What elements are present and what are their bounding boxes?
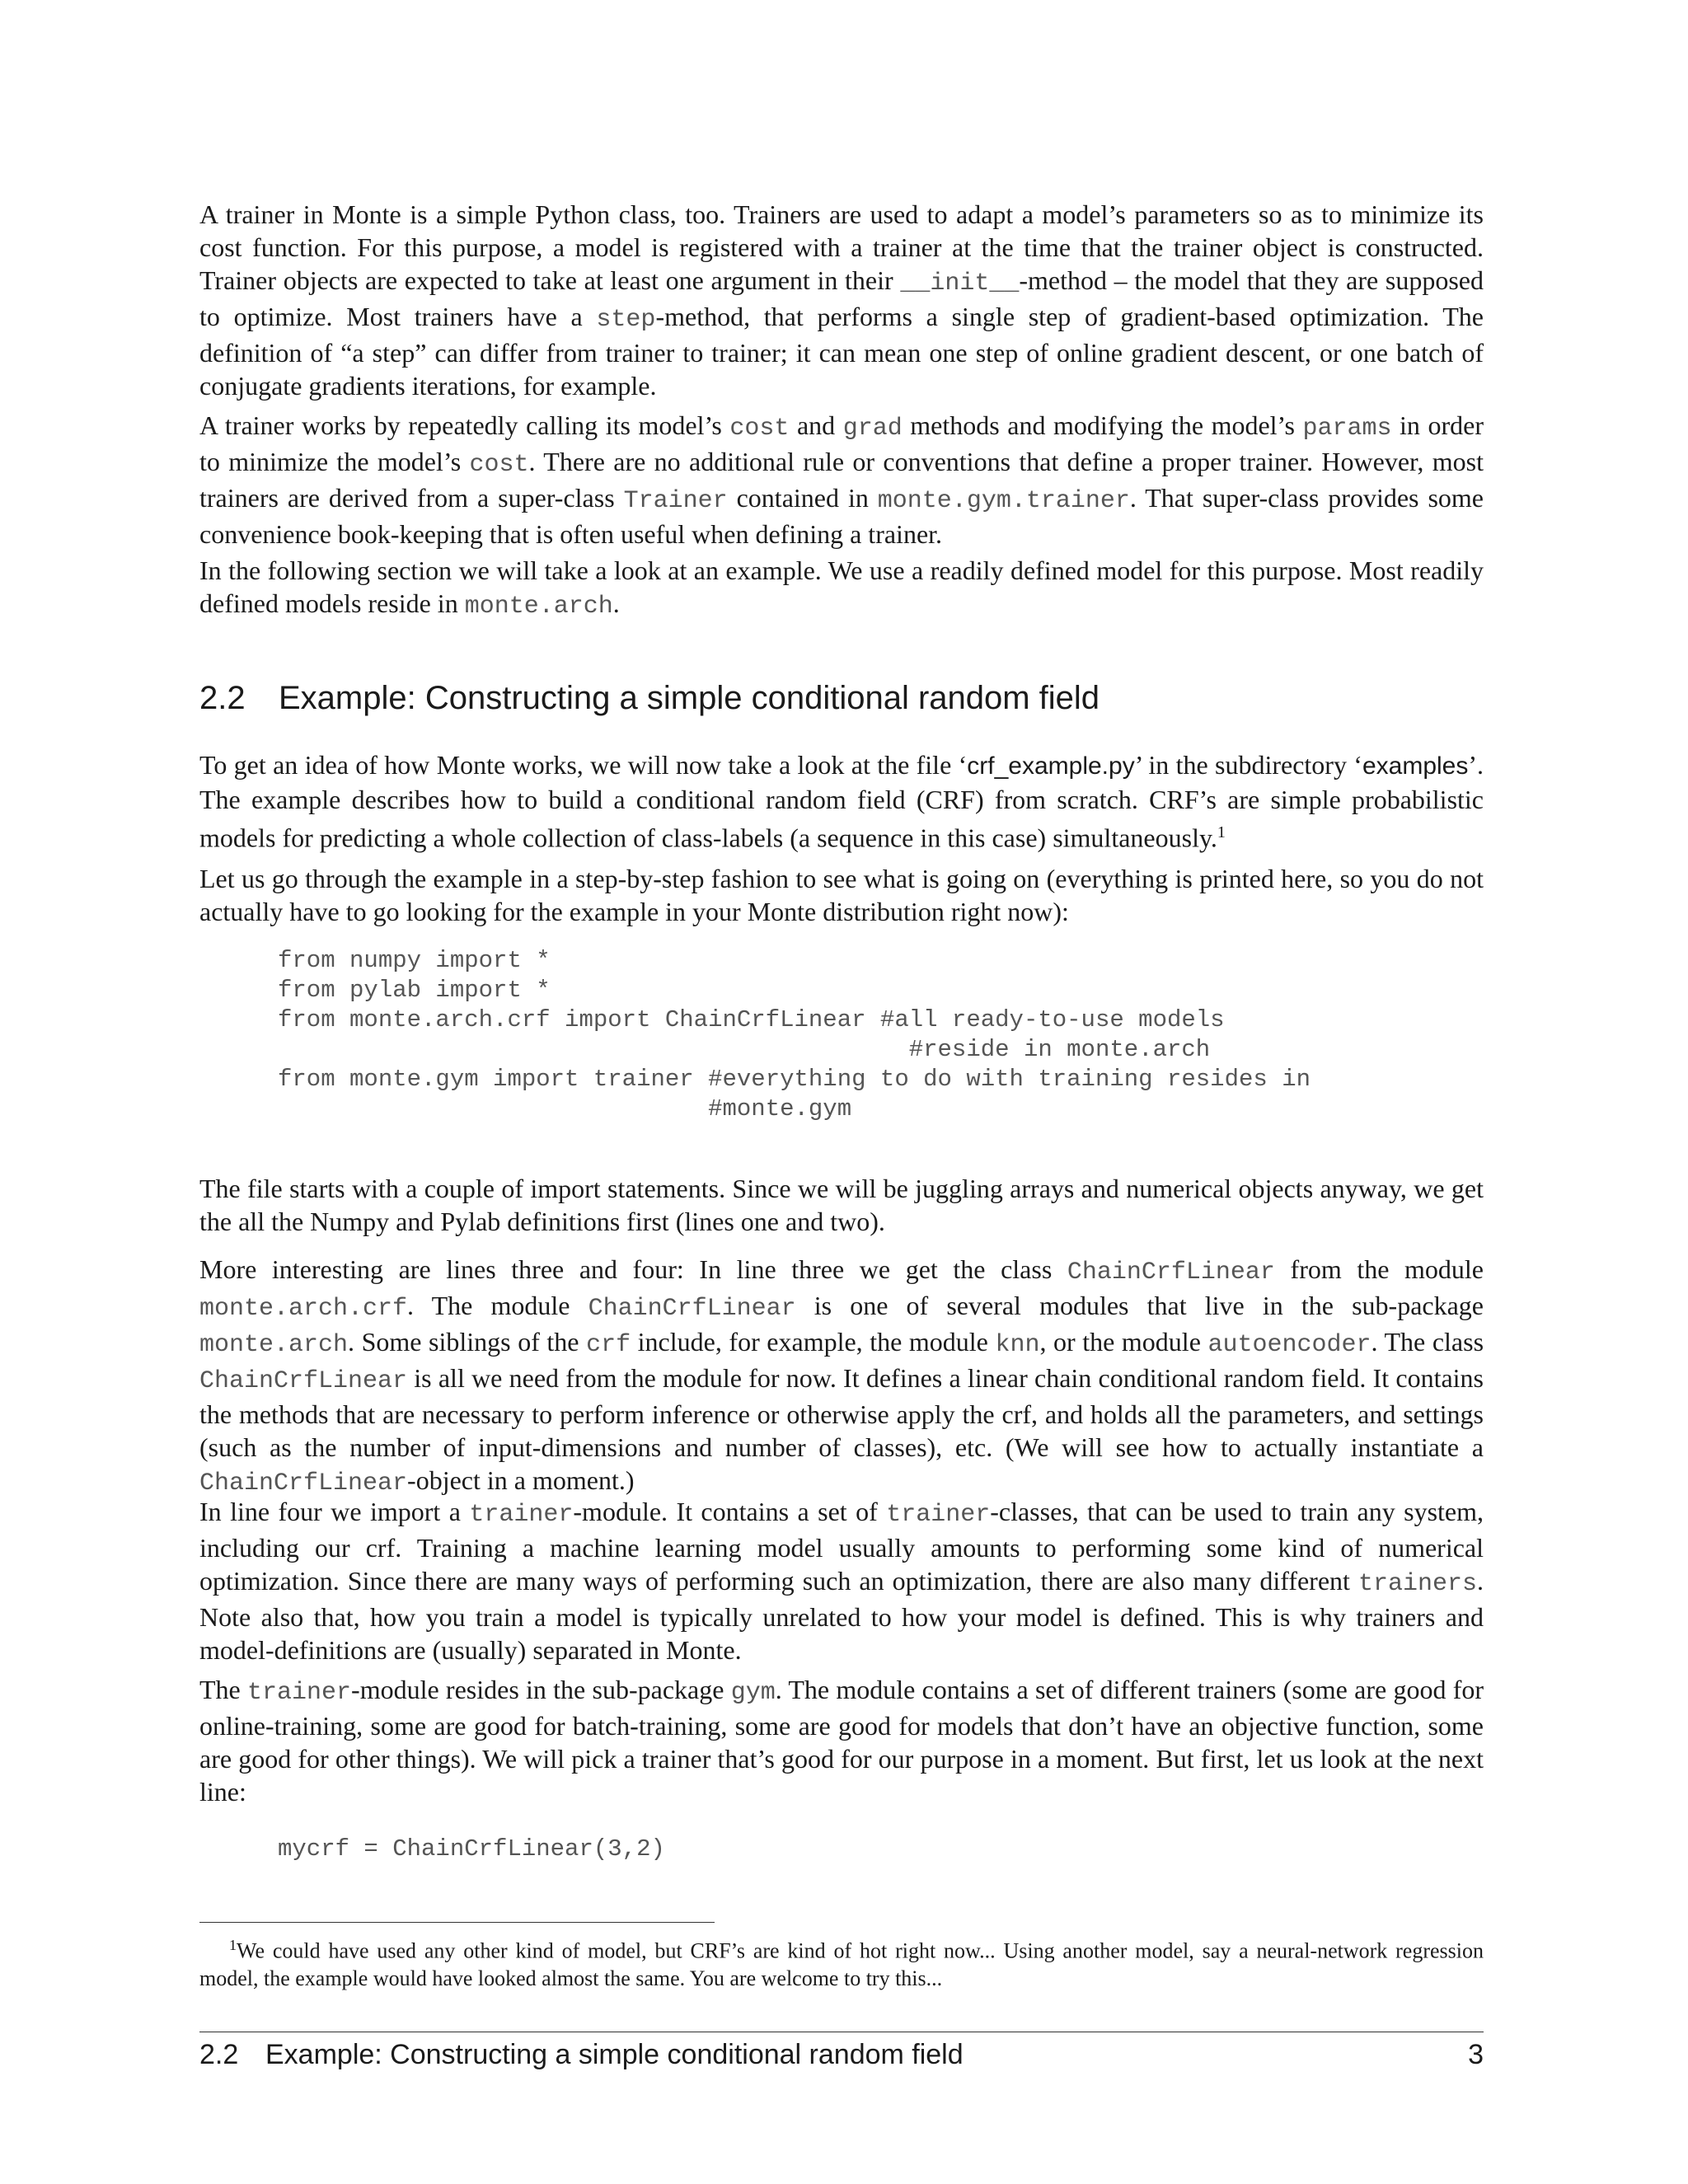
footnote-mark: 1 <box>229 1937 237 1953</box>
intro-section-2 <box>199 409 1484 551</box>
text-run: -object in a moment.) <box>407 1465 635 1495</box>
filename-crf-example: crf_example.py <box>967 752 1135 780</box>
code-autoencoder: autoencoder <box>1207 1331 1372 1359</box>
paragraph-trainer-intro <box>199 198 1484 402</box>
code-crf: crf <box>586 1331 631 1359</box>
code-cost: cost <box>469 451 529 479</box>
code-chaincrflinear: ChainCrfLinear <box>588 1295 796 1323</box>
footnote-reference: 1 <box>1217 823 1226 841</box>
section-heading <box>199 677 1100 719</box>
text-run: -method – the model that they are supposed to optimize. Most trainers have a <box>199 265 1484 331</box>
text-run: and <box>789 410 843 440</box>
text-run: in order to minimize the model’s <box>199 410 1484 476</box>
text-run: . There are no additional rule or conventions that define a proper trainer. However, most trainers are derived from a super-class <box>199 447 1484 513</box>
paragraph-line-four <box>199 1495 1484 1666</box>
text-run: A trainer in Monte is a simple Python class, too. Trainers are used to adapt a model’s parameters so as to minimize its cost function. For this purpose, a model is registered with a trainer at the time that the trainer object is constructed. Trainer objects are expected to take at least one argument in their <box>199 199 1484 295</box>
code-trainer: trainer <box>469 1501 574 1529</box>
code-step: step <box>596 306 656 334</box>
code-init: __init__ <box>900 269 1020 298</box>
text-run: To get an idea of how Monte works, we will now take a look at the file ‘ <box>199 750 968 780</box>
code-block-imports: from numpy import * from pylab import * from monte.arch.crf import ChainCrfLinear #all ready-to-use models #reside in monte.arch from monte.gym import trainer #everything to do with training resides in #monte.gym <box>278 947 1311 1122</box>
footnote <box>199 1932 1484 1992</box>
intro-section-3 <box>199 554 1484 623</box>
directory-examples: examples <box>1362 752 1469 780</box>
example-line-four <box>199 1495 1484 1666</box>
code-block-instantiate: mycrf = ChainCrfLinear(3,2) <box>278 1835 665 1863</box>
code-module-path: monte.gym.trainer <box>877 487 1130 515</box>
text-run: -method, that performs a single step of gradient-based optimization. The definition of “a step” can differ from trainer to trainer; it can mean one step of online gradient descent, or one batch of conjugate gradients iterations, for example. <box>199 302 1484 401</box>
text-run: from the module <box>1274 1254 1484 1284</box>
text-run: More interesting are lines three and four: In line three we get the class <box>199 1254 1067 1284</box>
paragraph-example-file <box>199 748 1484 855</box>
text-run: include, for example, the module <box>631 1327 996 1357</box>
code-cost: cost <box>729 415 790 443</box>
page-number: 3 <box>1468 2039 1484 2070</box>
paragraph-step-by-step: Let us go through the example in a step-by-step fashion to see what is going on (everything is printed here, so you do not actually have to go looking for the example in your Monte distribution right now): <box>199 864 1484 926</box>
section-title: Example: Constructing a simple conditional random field <box>279 680 1100 716</box>
example-gym <box>199 1673 1484 1808</box>
text-run: -module. It contains a set of <box>573 1497 887 1526</box>
code-grad: grad <box>842 415 903 443</box>
paragraph-following-section <box>199 554 1484 623</box>
text-run: . The module <box>407 1291 588 1320</box>
text-run: . The class <box>1371 1327 1484 1357</box>
text-run: . That super-class provides some convenience book-keeping that is often useful when defining a trainer. <box>199 483 1484 549</box>
text-run: In the following section we will take a look at an example. We use a readily defined model for this purpose. Most readily defined models reside in <box>199 555 1484 618</box>
code-monte-arch-crf: monte.arch.crf <box>199 1295 408 1323</box>
text-run: -classes, that can be used to train any system, including our crf. Training a machine learning model usually amounts to performing some kind of numerical optimization. Since there are many ways of performing such an optimization, there are also many different <box>199 1497 1484 1596</box>
code-trainer: trainer <box>247 1679 352 1707</box>
example-lines-three-four <box>199 1253 1484 1500</box>
intro-section <box>199 198 1484 402</box>
text-run: ’. The example describes how to build a conditional random field (CRF) from scratch. CRF’s are simple probabilistic models for predicting a whole collection of class-labels (a sequence in this case) simultaneously. <box>199 750 1484 853</box>
text-run: ’ in the subdirectory ‘ <box>1134 750 1362 780</box>
code-chaincrflinear: ChainCrfLinear <box>1067 1258 1275 1286</box>
code-monte-arch: monte.arch <box>464 593 613 621</box>
code-monte-arch: monte.arch <box>199 1331 349 1359</box>
code-chaincrflinear: ChainCrfLinear <box>199 1367 408 1395</box>
text-run: is one of several modules that live in the sub-package <box>795 1291 1484 1320</box>
code-trainer: trainer <box>886 1501 991 1529</box>
code-chaincrflinear: ChainCrfLinear <box>199 1469 408 1497</box>
text-run: , or the module <box>1039 1327 1208 1357</box>
code-params: params <box>1302 415 1392 443</box>
footnote-text: We could have used any other kind of model, but CRF’s are kind of hot right now... Using another model, say a neural-network regression model, the example would have looked almost the same. You are welcome to try this... <box>199 1938 1484 1990</box>
text-run: In line four we import a <box>199 1497 470 1526</box>
code-gym: gym <box>730 1679 776 1707</box>
paragraph-trainer-methods <box>199 409 1484 551</box>
text-run: . The module contains a set of different trainers (some are good for online-training, some are good for batch-training, some are good for models that don’t have an objective function, some are good for other things). We will pick a trainer that’s good for our purpose in a moment. But first, let us look at the next line: <box>199 1675 1484 1807</box>
text-run: . Some siblings of the <box>348 1327 587 1357</box>
paragraph-gym <box>199 1673 1484 1808</box>
example-step-by-step <box>199 862 1484 928</box>
text-run: The <box>199 1675 247 1704</box>
code-knn: knn <box>995 1331 1040 1359</box>
section-number: 2.2 <box>199 680 246 716</box>
text-run: methods and modifying the model’s <box>902 410 1303 440</box>
example-imports-explained <box>199 1172 1484 1238</box>
text-run: contained in <box>727 483 878 513</box>
example-intro <box>199 748 1484 855</box>
footer-section-number: 2.2 <box>199 2039 239 2070</box>
paragraph-imports: The file starts with a couple of import statements. Since we will be juggling arrays and numerical objects anyway, we get the all the Numpy and Pylab definitions first (lines one and two). <box>199 1174 1484 1236</box>
code-trainer-class: Trainer <box>623 487 728 515</box>
text-run: -module resides in the sub-package <box>351 1675 731 1704</box>
footer-section-title: Example: Constructing a simple conditional random field <box>265 2039 964 2070</box>
page-footer <box>199 2036 1484 2074</box>
text-run: is all we need from the module for now. It defines a linear chain conditional random field. It contains the methods that are necessary to perform inference or otherwise apply the crf, and holds all the parameters, and settings (such as the number of input-dimensions and number of classes), etc. (We will see how to actually instantiate a <box>199 1363 1484 1462</box>
text-run: A trainer works by repeatedly calling its model’s <box>199 410 730 440</box>
code-trainers: trainers <box>1357 1570 1477 1598</box>
text-run: . <box>612 588 620 618</box>
paragraph-lines-three-four <box>199 1253 1484 1500</box>
footnote-rule <box>199 1922 715 1923</box>
text-run: . Note also that, how you train a model is typically unrelated to how your model is defined. This is why trainers and model-definitions are (usually) separated in Monte. <box>199 1566 1484 1665</box>
